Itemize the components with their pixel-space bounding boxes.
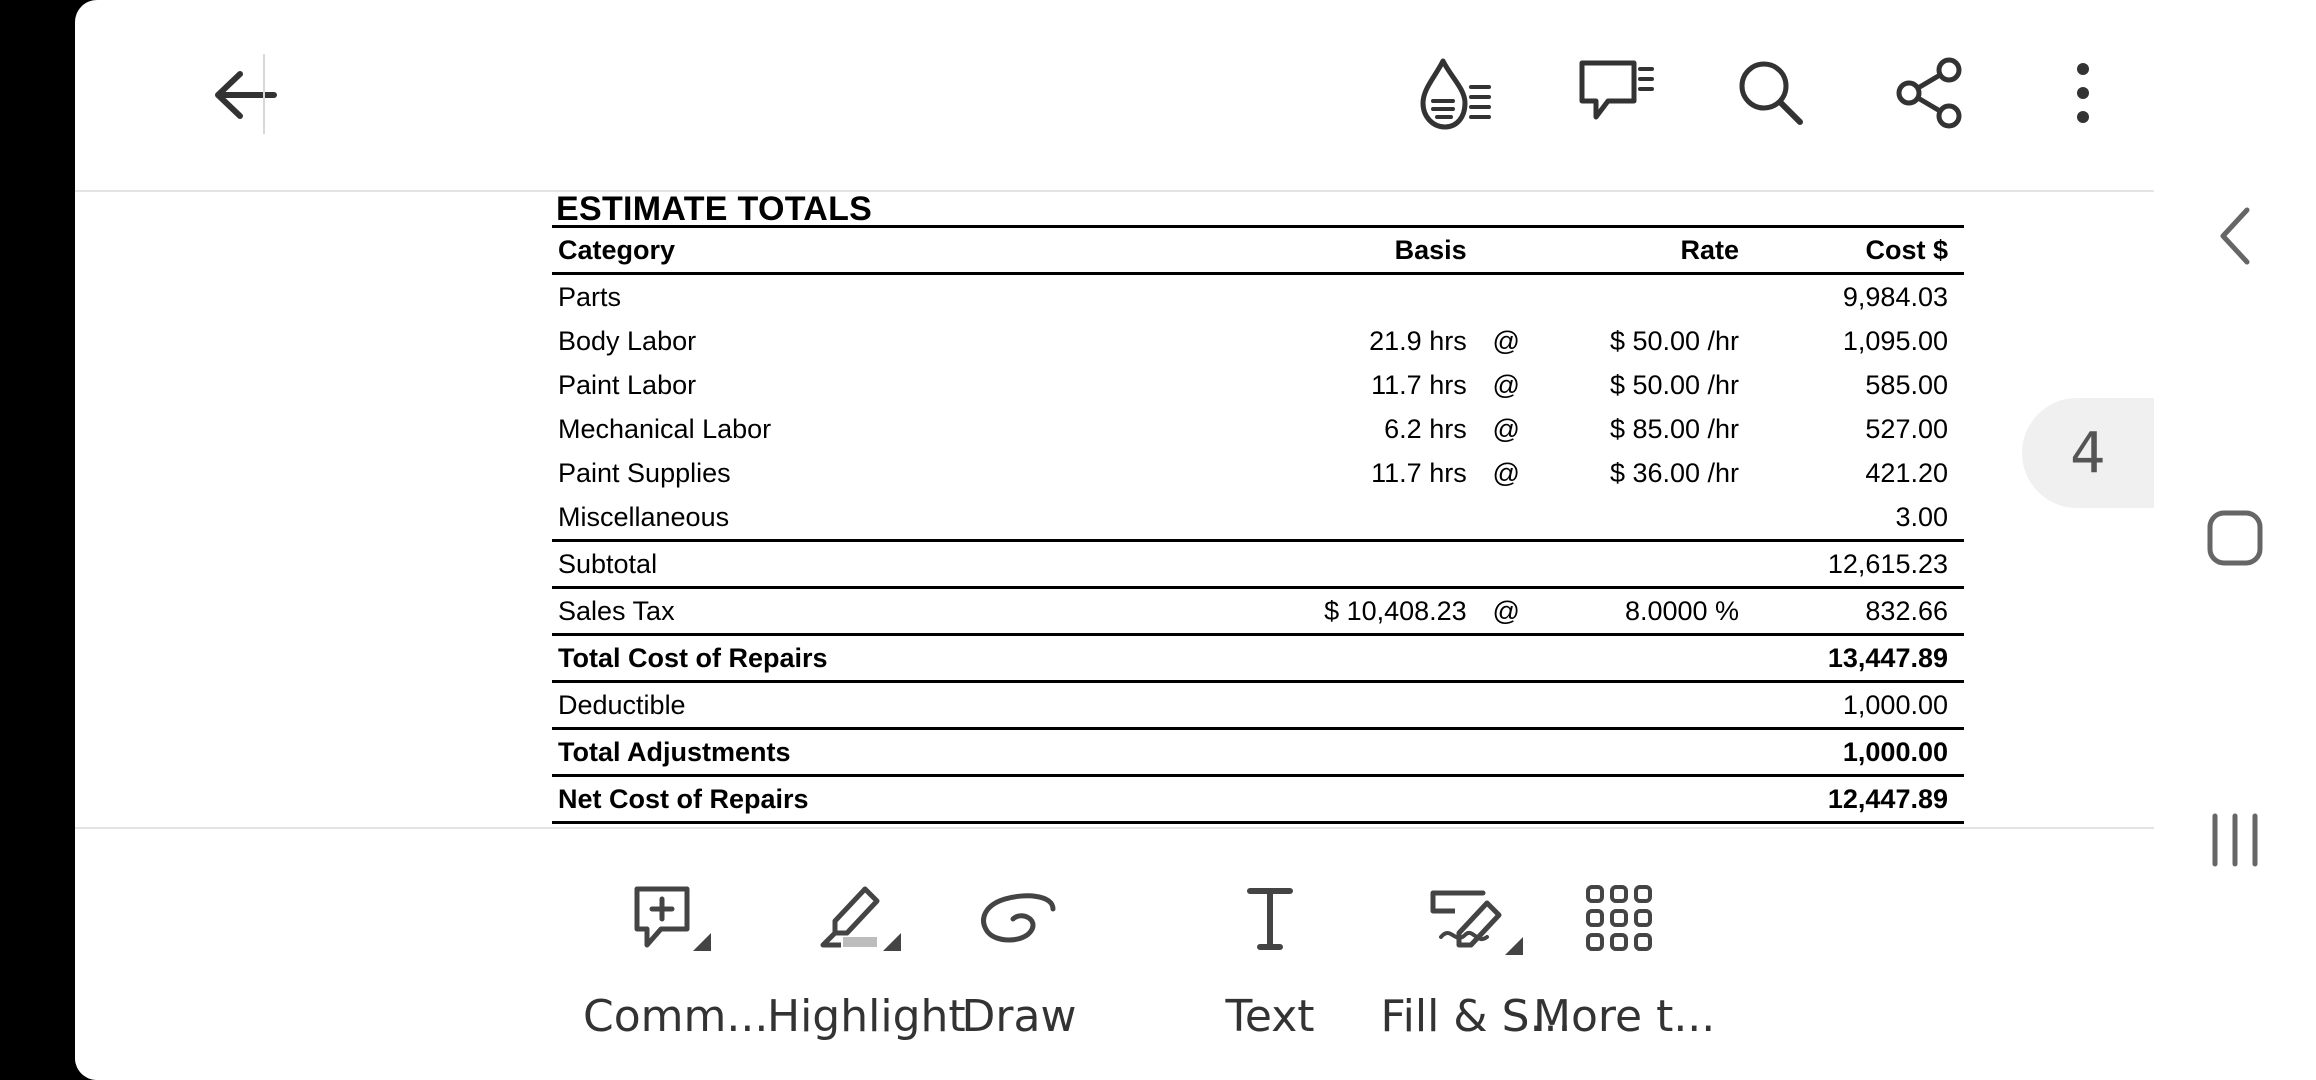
row-rate: [1540, 729, 1745, 776]
row-cost: 421.20: [1865, 458, 1948, 488]
page-number-indicator[interactable]: 4: [2022, 398, 2154, 508]
more-tools-grid-icon: [1584, 883, 1654, 958]
add-comment-icon: [617, 883, 717, 964]
row-cost: 13,447.89: [1745, 635, 1964, 682]
comments-button[interactable]: [1571, 48, 1661, 138]
tool-label-text: Text: [1225, 991, 1315, 1042]
top-toolbar: [75, 0, 2154, 192]
table-row: [552, 588, 1964, 635]
row-rate: [1540, 541, 1745, 588]
search-button[interactable]: [1726, 48, 1816, 138]
arrow-left-icon: [212, 70, 278, 120]
row-basis: [1248, 635, 1473, 682]
row-basis: [1248, 776, 1473, 823]
liquid-mode-button[interactable]: [1410, 48, 1500, 138]
row-cost: 12,447.89: [1745, 776, 1964, 823]
row-at: @: [1492, 370, 1520, 400]
table-row: [552, 319, 1964, 363]
row-category: Total Adjustments: [552, 729, 1248, 776]
row-rate: $ 50.00 /hr: [1609, 326, 1740, 356]
tool-label-more: More t...: [1533, 991, 1716, 1042]
row-at: [1473, 682, 1540, 729]
table-row: [552, 682, 1964, 729]
row-rate: $ 85.00 /hr: [1609, 414, 1740, 444]
pdf-viewer-app: [75, 0, 2154, 1080]
row-rate: [1540, 495, 1745, 541]
row-category: Net Cost of Repairs: [552, 776, 1248, 823]
row-category: Paint Labor: [558, 370, 697, 400]
table-row: [552, 541, 1964, 588]
row-basis: [1248, 729, 1473, 776]
pdf-page-view[interactable]: [75, 192, 2154, 829]
row-at: [1473, 776, 1540, 823]
row-cost: 3.00: [1895, 502, 1948, 532]
row-cost: 527.00: [1865, 414, 1948, 444]
column-header-at: [1473, 227, 1540, 274]
row-category: Total Cost of Repairs: [552, 635, 1248, 682]
table-row: [552, 363, 1964, 407]
tool-label-highlight: Highlight: [767, 991, 966, 1042]
tool-draw[interactable]: [955, 829, 1083, 1080]
row-rate: 8.0000 %: [1540, 588, 1745, 635]
row-cost: 9,984.03: [1842, 282, 1948, 312]
search-icon: [1736, 58, 1806, 128]
table-header-row: [552, 227, 1964, 274]
row-basis: 11.7 hrs: [1371, 370, 1467, 400]
table-row: [552, 635, 1964, 682]
row-cost: 1,000.00: [1745, 682, 1964, 729]
more-vertical-icon: [2073, 61, 2093, 125]
row-category: Sales Tax: [552, 588, 1248, 635]
system-home-button[interactable]: [2190, 495, 2280, 585]
bottom-toolbar: [75, 829, 2154, 1080]
row-rate: $ 50.00 /hr: [1609, 370, 1740, 400]
liquid-mode-icon: [1415, 55, 1495, 131]
column-header-cost: Cost $: [1745, 227, 1964, 274]
row-at: @: [1492, 326, 1520, 356]
more-options-button[interactable]: [2038, 48, 2128, 138]
row-at: [1473, 635, 1540, 682]
row-rate: [1540, 682, 1745, 729]
tool-text[interactable]: [1195, 829, 1345, 1080]
row-category: Deductible: [552, 682, 1248, 729]
row-basis: [1248, 495, 1473, 541]
row-rate: [1540, 274, 1745, 320]
estimate-totals-table: [552, 225, 1964, 824]
nav-home-icon: [2205, 508, 2265, 573]
nav-back-icon: [2215, 206, 2255, 271]
tool-label-comment: Comm...: [583, 991, 769, 1042]
row-category: Body Labor: [558, 326, 697, 356]
back-button[interactable]: [200, 50, 290, 140]
comments-list-icon: [1576, 55, 1656, 131]
column-header-basis: Basis: [1248, 227, 1473, 274]
row-basis: [1248, 274, 1473, 320]
row-at: [1473, 729, 1540, 776]
table-row: [552, 776, 1964, 823]
tool-comment[interactable]: [583, 829, 769, 1080]
tool-highlight[interactable]: [767, 829, 966, 1080]
tool-label-fill-sign: Fill & S...: [1380, 991, 1572, 1042]
table-row: [552, 729, 1964, 776]
row-cost: 12,615.23: [1745, 541, 1964, 588]
column-header-rate: Rate: [1540, 227, 1745, 274]
share-button[interactable]: [1885, 48, 1975, 138]
row-basis: 21.9 hrs: [1369, 326, 1467, 356]
row-rate: [1540, 776, 1745, 823]
row-category: Parts: [558, 282, 622, 312]
share-icon: [1893, 56, 1967, 130]
row-basis: [1248, 682, 1473, 729]
toolbar-divider: [263, 54, 265, 134]
row-at: @: [1492, 414, 1520, 444]
row-category: Miscellaneous: [558, 502, 730, 532]
row-cost: 832.66: [1745, 588, 1964, 635]
nav-recents-icon: [2207, 810, 2263, 875]
row-basis: $ 10,408.23: [1248, 588, 1473, 635]
document-title: ESTIMATE TOTALS: [556, 192, 873, 228]
tool-more[interactable]: [1533, 829, 1716, 1080]
row-category: Subtotal: [552, 541, 1248, 588]
row-cost: 1,000.00: [1745, 729, 1964, 776]
table-row: [552, 407, 1964, 451]
table-row: [552, 451, 1964, 495]
system-recents-button[interactable]: [2190, 797, 2280, 887]
system-back-button[interactable]: [2190, 193, 2280, 283]
row-at: [1473, 274, 1540, 320]
row-at: [1473, 541, 1540, 588]
row-basis: 6.2 hrs: [1384, 414, 1467, 444]
row-category: Paint Supplies: [558, 458, 731, 488]
tool-label-draw: Draw: [961, 991, 1077, 1042]
row-cost: 1,095.00: [1842, 326, 1948, 356]
fill-sign-icon: [1421, 883, 1531, 968]
table-row: [552, 274, 1964, 320]
row-rate: $ 36.00 /hr: [1609, 458, 1740, 488]
text-icon: [1220, 883, 1320, 964]
row-at: @: [1473, 588, 1540, 635]
column-header-category: Category: [552, 227, 1248, 274]
row-basis: 11.7 hrs: [1371, 458, 1467, 488]
row-rate: [1540, 635, 1745, 682]
row-basis: [1248, 541, 1473, 588]
row-at: [1473, 495, 1540, 541]
highlighter-icon: [807, 883, 907, 964]
row-at: @: [1492, 458, 1520, 488]
draw-icon: [969, 883, 1069, 964]
row-cost: 585.00: [1865, 370, 1948, 400]
table-row: [552, 495, 1964, 541]
row-category: Mechanical Labor: [558, 414, 772, 444]
